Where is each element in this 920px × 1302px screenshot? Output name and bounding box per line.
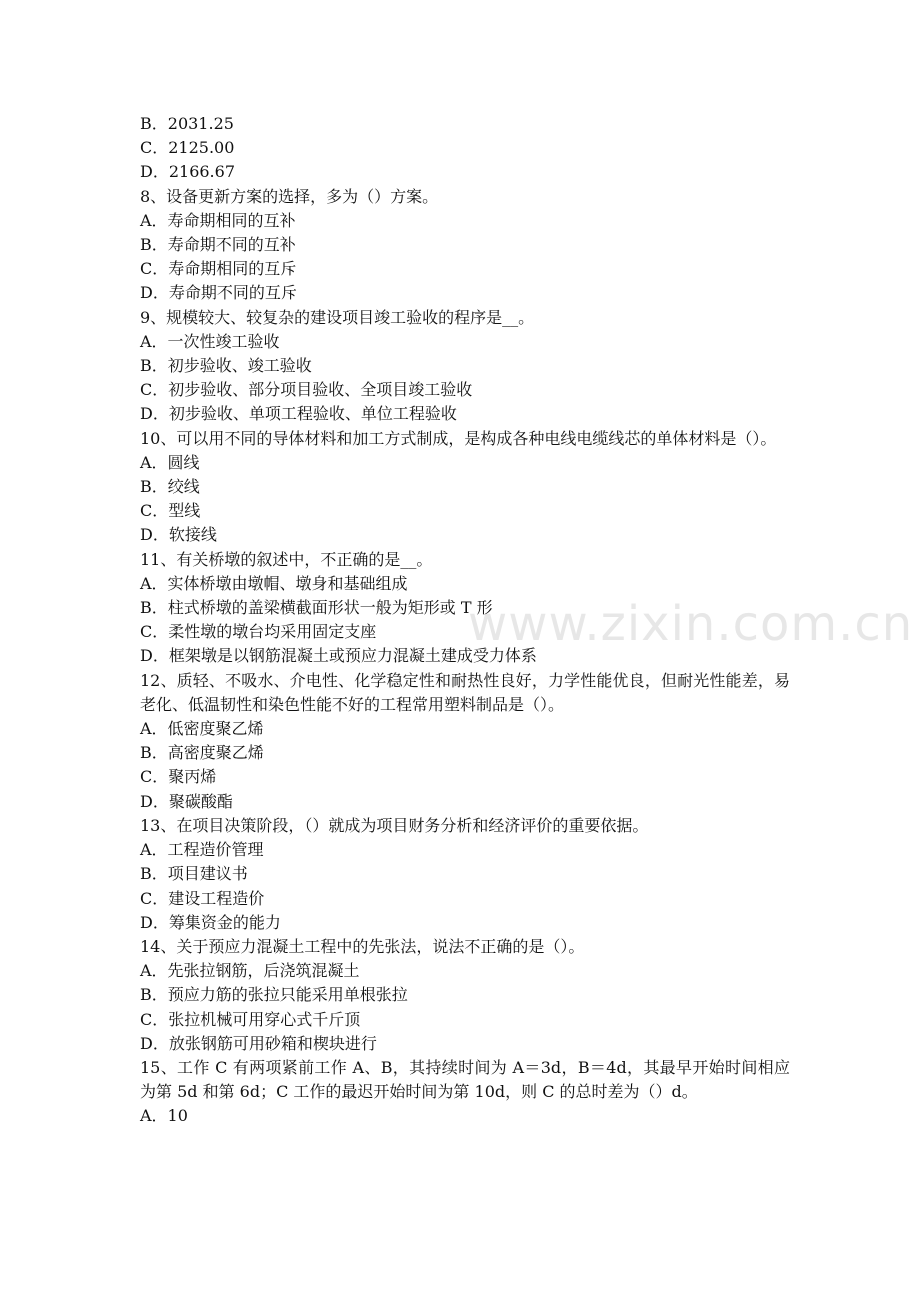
question-8-option-c: C．寿命期相同的互斥 [140,259,297,279]
question-11-option-d: D．框架墩是以钢筋混凝土或预应力混凝土建成受力体系 [140,646,537,666]
question-15-option-a: A．10 [140,1106,188,1126]
question-9-option-a: A．一次性竣工验收 [140,331,280,351]
question-10-option-a: A．圆线 [140,452,200,472]
question-8-option-a: A．寿命期相同的互补 [140,210,296,230]
question-8-option-d: D．寿命期不同的互斥 [140,283,297,303]
question-10-option-d: D．软接线 [140,525,217,545]
question-10: 10、可以用不同的导体材料和加工方式制成，是构成各种电线电缆线芯的单体材料是（）。 [140,428,777,448]
question-14-option-a: A．先张拉钢筋，后浇筑混凝土 [140,961,360,981]
question-text-body [140,112,790,1129]
question-14-option-b: B．预应力筋的张拉只能采用单根张拉 [140,985,408,1005]
question-10-option-c: C．型线 [140,501,201,521]
question-11-option-a: A．实体桥墩由墩帽、墩身和基础组成 [140,573,408,593]
question-9-option-d: D．初步验收、单项工程验收、单位工程验收 [140,404,457,424]
question-11: 11、有关桥墩的叙述中，不正确的是__。 [140,549,433,569]
question-13: 13、在项目决策阶段，（）就成为项目财务分析和经济评价的重要依据。 [140,815,649,835]
question-14-option-c: C．张拉机械可用穿心式千斤顶 [140,1009,361,1029]
question-15: 15、工作 C 有两项紧前工作 A、B，其持续时间为 A＝3d，B＝4d，其最早开始时间相应为第 5d 和第 6d；C 工作的最迟开始时间为第 10d，则 C 的总时差为（）d。 [140,1057,790,1102]
question-12: 12、质轻、不吸水、介电性、化学稳定性和耐热性良好，力学性能优良，但耐光性能差，易老化、低温韧性和染色性能不好的工程常用塑料制品是（）。 [140,670,790,714]
option-c: C．2125.00 [140,138,235,158]
watermark: www.zixin.com.cn [468,596,914,652]
question-9-option-c: C．初步验收、部分项目验收、全项目竣工验收 [140,380,473,400]
question-9-option-b: B．初步验收、竣工验收 [140,356,312,376]
question-9: 9、规模较大、较复杂的建设项目竣工验收的程序是__。 [140,307,535,327]
question-8-option-b: B．寿命期不同的互补 [140,235,296,255]
question-12-option-d: D．聚碳酸酯 [140,791,233,811]
question-11-option-b: B．柱式桥墩的盖梁横截面形状一般为矩形或 T 形 [140,598,493,618]
option-d: D．2166.67 [140,162,235,182]
option-b: B．2031.25 [140,114,234,133]
question-14-option-d: D．放张钢筋可用砂箱和楔块进行 [140,1033,377,1053]
question-11-option-c: C．柔性墩的墩台均采用固定支座 [140,622,377,642]
question-8: 8、设备更新方案的选择，多为（）方案。 [140,186,439,206]
question-12-option-c: C．聚丙烯 [140,767,217,787]
question-13-option-c: C．建设工程造价 [140,888,265,908]
question-13-option-a: A．工程造价管理 [140,840,264,860]
question-10-option-b: B．绞线 [140,477,200,497]
question-14: 14、关于预应力混凝土工程中的先张法，说法不正确的是（）。 [140,936,585,956]
question-12-option-b: B．高密度聚乙烯 [140,743,264,763]
question-13-option-d: D．筹集资金的能力 [140,912,281,932]
question-12-option-a: A．低密度聚乙烯 [140,719,264,739]
question-13-option-b: B．项目建议书 [140,864,248,884]
